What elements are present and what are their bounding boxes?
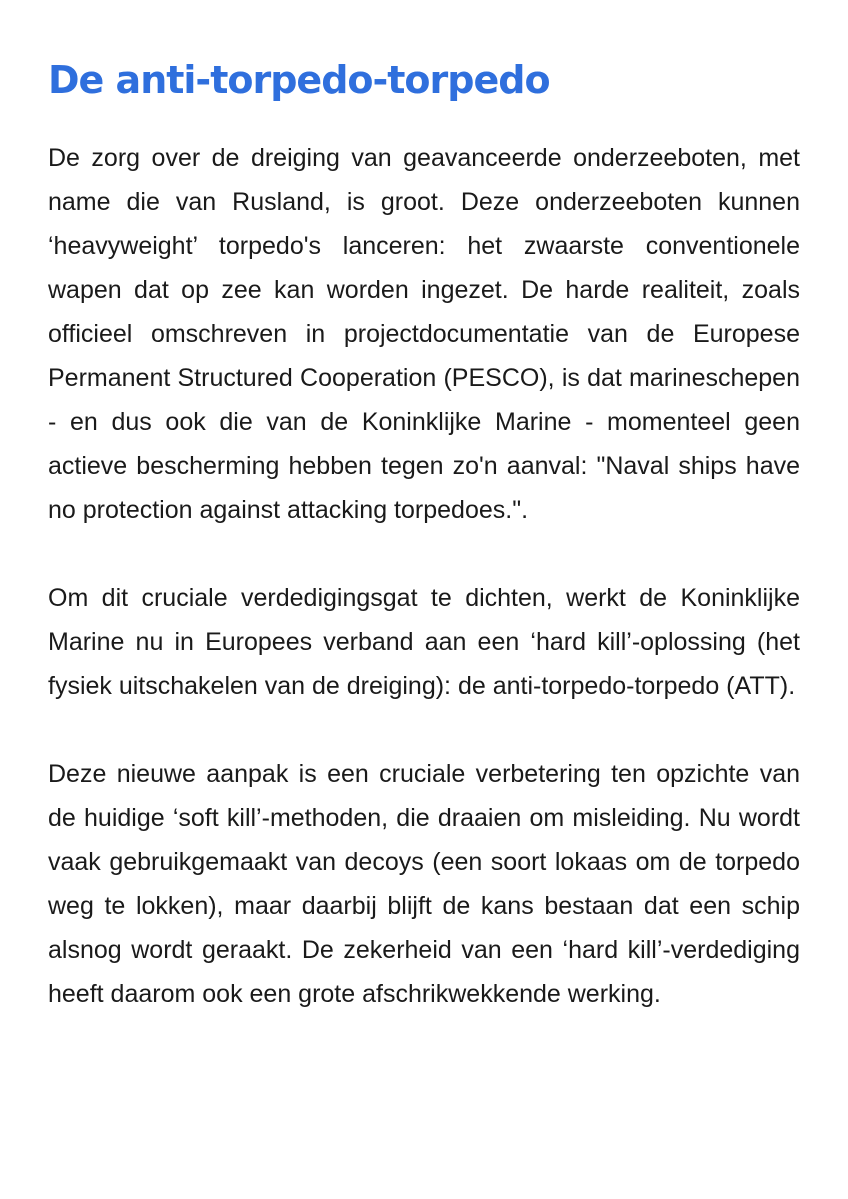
- article: [48, 52, 800, 1060]
- paragraph-improvement: Deze nieuwe aanpak is een cruciale verbetering ten opzichte van de huidige ‘soft kill’-methoden, die draaien om misleiding. Nu wordt vaak gebruikgemaakt van decoys (een soort lokaas om de torpedo weg te lokken), maar daarbij blijft de kans bestaan dat een schip alsnog wordt geraakt. De zekerheid van een ‘hard kill’-verdediging heeft daarom ook een grote afschrikwekkende werking.: [48, 760, 800, 1008]
- paragraph-solution: Om dit cruciale verdedigingsgat te dichten, werkt de Koninklijke Marine nu in Europees verband aan een ‘hard kill’-oplossing (het fysiek uitschakelen van de dreiging): de anti-torpedo-torpedo (ATT).: [48, 584, 800, 700]
- article-title: De anti-torpedo-torpedo: [48, 58, 550, 102]
- paragraph-threat: De zorg over de dreiging van geavanceerde onderzeeboten, met name die van Rusland, is groot. Deze onderzeeboten kunnen ‘heavyweight’ torpedo's lanceren: het zwaarste conventionele wapen dat op zee kan worden ingezet. De harde realiteit, zoals officieel omschreven in projectdocumentatie van de Europese Permanent Structured Cooperation (PESCO), is dat marineschepen - en dus ook die van de Koninklijke Marine - momenteel geen actieve bescherming hebben tegen zo'n aanval: "Naval ships have no protection against attacking torpedoes.".: [48, 144, 800, 524]
